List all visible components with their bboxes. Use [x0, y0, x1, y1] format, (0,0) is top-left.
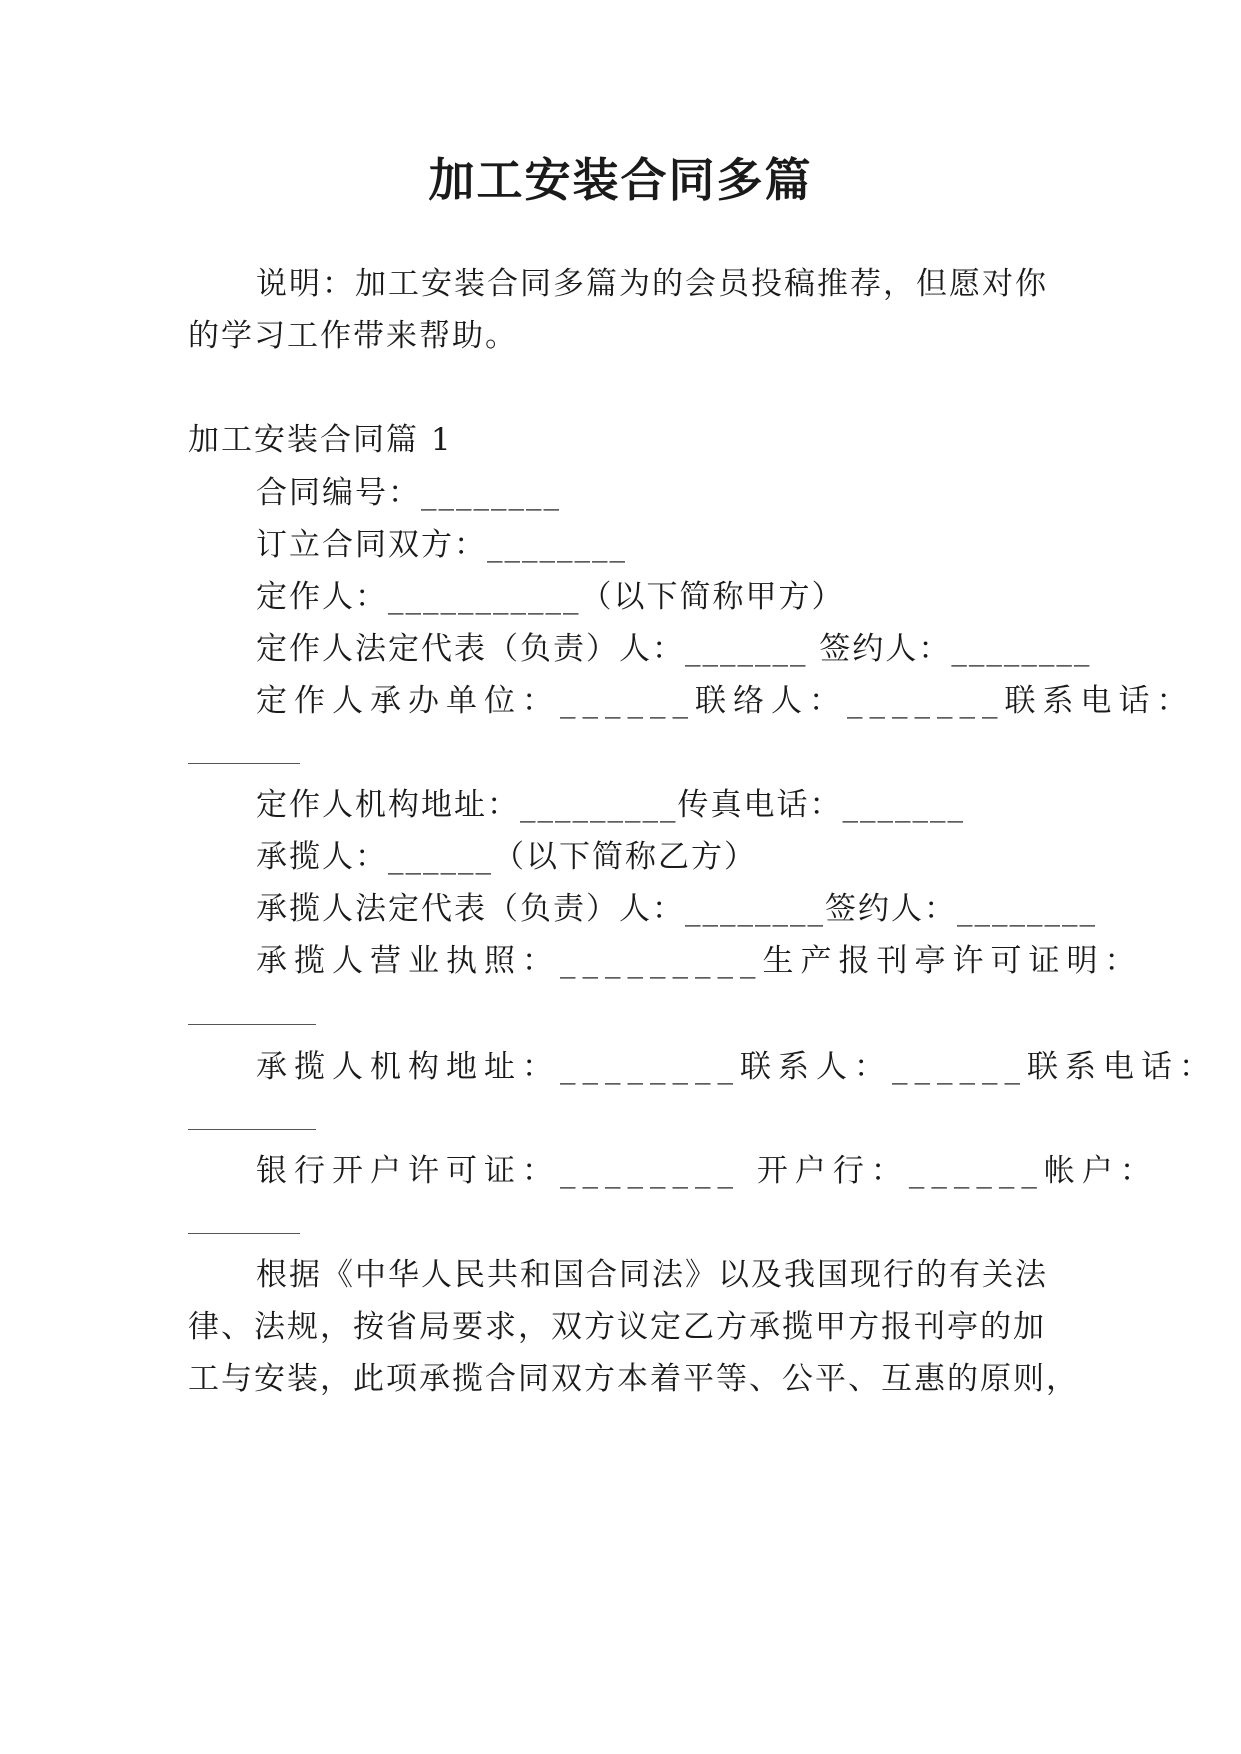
- account-blank: [188, 1233, 300, 1234]
- field-orderer-representative: 定作人法定代表（负责）人：_______ 签约人：________: [256, 631, 1092, 667]
- field-contractor: 承揽人：______（以下简称乙方）: [256, 839, 757, 875]
- field-orderer-unit: 定作人承办单位：______联络人：_______联系电话：: [256, 683, 1195, 719]
- phone-blank-2: [188, 1129, 316, 1130]
- field-contract-number: 合同编号：________: [256, 475, 561, 511]
- phone-blank: [188, 763, 300, 764]
- field-contractor-license: 承揽人营业执照：_________生产报刊亭许可证明：: [256, 943, 1143, 979]
- intro-line-2: 的学习工作带来帮助。: [188, 318, 518, 354]
- intro-line-1: 说明：加工安装合同多篇为的会员投稿推荐，但愿对你: [256, 266, 1048, 302]
- body-line-3: 工与安装，此项承揽合同双方本着平等、公平、互惠的原则，: [188, 1361, 1079, 1397]
- field-orderer: 定作人：___________（以下简称甲方）: [256, 579, 845, 615]
- field-parties: 订立合同双方：________: [256, 527, 627, 563]
- field-orderer-address: 定作人机构地址：_________传真电话：_______: [256, 787, 965, 823]
- body-line-2: 律、法规，按省局要求，双方议定乙方承揽甲方报刊亭的加: [188, 1309, 1046, 1345]
- document-title: 加工安装合同多篇: [428, 153, 813, 207]
- field-bank: 银行开户许可证：________ 开户行：______帐户：: [256, 1153, 1158, 1189]
- section-heading: 加工安装合同篇 1: [188, 422, 453, 458]
- field-contractor-address: 承揽人机构地址：________联系人：______联系电话：: [256, 1049, 1217, 1085]
- body-line-1: 根据《中华人民共和国合同法》以及我国现行的有关法: [256, 1257, 1048, 1293]
- permit-blank: [188, 1024, 316, 1025]
- field-contractor-representative: 承揽人法定代表（负责）人：________签约人：________: [256, 891, 1097, 927]
